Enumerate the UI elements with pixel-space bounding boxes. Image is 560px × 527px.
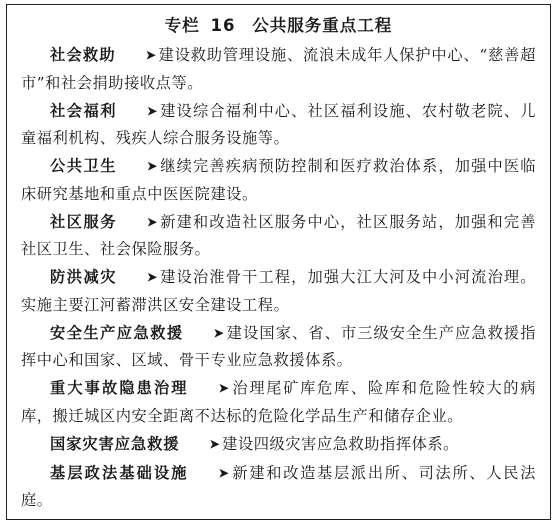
list-item [21,320,536,374]
list-item [21,431,536,459]
item-body: 建设救助管理设施、流浪未成年人保护中心、“慈善超市”和社会捐助接收点等。 [21,46,536,92]
list-item [21,264,536,318]
arrow-icon: ➤ [218,381,230,395]
item-body: 新建和改造社区服务中心，社区服务站，加强和完善社区卫生、社会保险服务。 [21,212,536,258]
item-body: 继续完善疾病预防控制和医疗救治体系，加强中医临床研究基地和重点中医医院建设。 [21,157,536,203]
item-heading: 社会救助 [50,46,116,64]
list-item [21,42,536,96]
list-item [21,375,536,429]
arrow-icon: ➤ [147,214,158,229]
panel-title-prefix: 专栏 [164,16,200,35]
item-body: 建设四级灾害应急救助指挥体系。 [222,434,459,453]
panel-title-text: 公共服务重点工程 [252,16,393,35]
item-body: 建设综合福利中心、社区福利设施、农村敬老院、儿童福利机构、残疾人综合服务设施等。 [21,101,536,147]
arrow-icon: ➤ [145,48,157,62]
arrow-icon: ➤ [147,103,158,118]
item-body: 建设治淮骨干工程，加强大江大河及中小河流治理。实施主要江河蓄滞洪区安全建设工程。 [21,268,536,314]
item-heading: 基层政法基础设施 [50,463,189,482]
arrow-icon: ➤ [213,325,225,340]
item-body: 治理尾矿库危库、险库和危险性较大的病库，搬迁城区内安全距离不达标的危险化学品生产和储存企业。 [21,379,536,425]
list-item [21,460,536,514]
item-body: 新建和改造基层派出所、司法所、人民法庭。 [21,463,536,509]
item-heading: 公共卫生 [50,157,118,175]
panel-title-number: 16 [210,16,236,35]
list-item [21,209,536,263]
item-heading: 社区服务 [50,212,118,231]
item-heading: 安全生产应急救援 [50,323,184,342]
list-item [21,98,536,152]
item-heading: 重大事故隐患治理 [50,379,189,397]
arrow-icon: ➤ [147,270,158,284]
arrow-icon: ➤ [218,465,230,480]
item-heading: 国家灾害应急救援 [50,434,180,453]
arrow-icon: ➤ [147,159,158,173]
arrow-icon: ➤ [209,436,221,451]
item-heading: 社会福利 [50,101,118,120]
panel-title [21,12,536,36]
public-service-panel [6,4,551,520]
list-item [21,153,536,207]
item-heading: 防洪减灾 [50,268,118,286]
item-body: 建设国家、省、市三级安全生产应急救援指挥中心和国家、区域、骨干专业应急救援体系。 [21,323,537,369]
